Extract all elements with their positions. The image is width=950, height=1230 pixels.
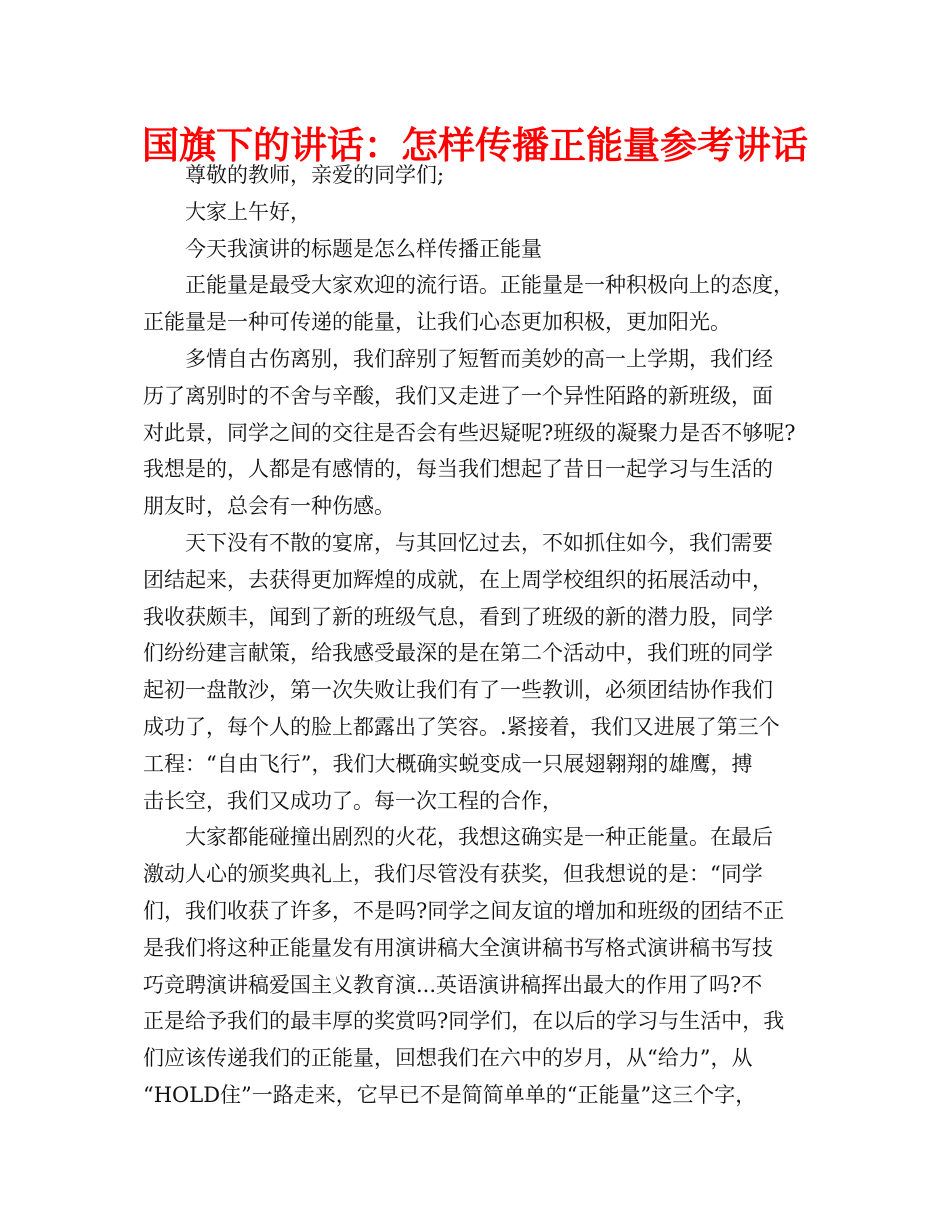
- document-title: 国旗下的讲话：怎样传播正能量参考讲话: [142, 124, 808, 167]
- paragraph-line: 正能量是最受大家欢迎的流行语。正能量是一种积极向上的态度，: [185, 273, 794, 298]
- paragraph-line: 击长空，我们又成功了。每一次工程的合作，: [143, 788, 563, 813]
- document-body: [143, 157, 813, 1114]
- paragraph-line: 巧竞聘演讲稿爱国主义教育演...英语演讲稿挥出最大的作用了吗?不: [143, 972, 763, 997]
- paragraph-line: 天下没有不散的宴席，与其回忆过去，不如抓住如今，我们需要: [185, 530, 773, 555]
- paragraph-line: 们纷纷建言献策，给我感受最深的是在第二个活动中，我们班的同学: [143, 641, 773, 666]
- paragraph-line: 多情自古伤离别，我们辞别了短暂而美妙的高一上学期，我们经: [185, 346, 773, 371]
- paragraph-line: “HOLD住”一路走来，它早已不是简简单单的“正能量”这三个字，: [143, 1082, 757, 1107]
- paragraph-line: 工程：“自由飞行”，我们大概确实蜕变成一只展翅翱翔的雄鹰，搏: [143, 751, 753, 776]
- paragraph-line: 正能量是一种可传递的能量，让我们心态更加积极，更加阳光。: [143, 310, 731, 335]
- paragraph-line: 激动人心的颁奖典礼上，我们尽管没有获奖，但我想说的是：“同学: [143, 862, 763, 887]
- salutation-line: 尊敬的教师，亲爱的同学们;: [185, 163, 445, 187]
- paragraph-line: 团结起来，去获得更加辉煌的成就，在上周学校组织的拓展活动中，: [143, 567, 773, 592]
- paragraph-line: 们应该传递我们的正能量，回想我们在六中的岁月，从“给力”，从: [143, 1046, 753, 1071]
- paragraph-line: 成功了，每个人的脸上都露出了笑容。.紧接着，我们又进展了第三个: [143, 714, 780, 739]
- paragraph-line: 对此景，同学之间的交往是否会有些迟疑呢?班级的凝聚力是否不够呢?: [143, 420, 796, 445]
- paragraph-line: 我收获颇丰，闻到了新的班级气息，看到了班级的新的潜力股，同学: [143, 604, 773, 629]
- paragraph-line: 正是给予我们的最丰厚的奖赏吗?同学们，在以后的学习与生活中，我: [143, 1009, 785, 1034]
- paragraph-line: 是我们将这种正能量发有用演讲稿大全演讲稿书写格式演讲稿书写技: [143, 935, 773, 960]
- paragraph-line: 们，我们收获了许多，不是吗?同学之间友谊的增加和班级的团结不正: [143, 898, 785, 923]
- greeting-line: 大家上午好，: [185, 199, 311, 224]
- paragraph-line: 起初一盘散沙，第一次失败让我们有了一些教训，必须团结协作我们: [143, 678, 773, 703]
- topic-line: 今天我演讲的标题是怎么样传播正能量: [185, 236, 542, 261]
- paragraph-line: 历了离别时的不舍与辛酸，我们又走进了一个异性陌路的新班级，面: [143, 383, 773, 408]
- paragraph-line: 我想是的，人都是有感情的，每当我们想起了昔日一起学习与生活的: [143, 457, 773, 482]
- paragraph-line: 大家都能碰撞出剧烈的火花，我想这确实是一种正能量。在最后: [185, 825, 773, 850]
- paragraph-line: 朋友时，总会有一种伤感。: [143, 494, 395, 519]
